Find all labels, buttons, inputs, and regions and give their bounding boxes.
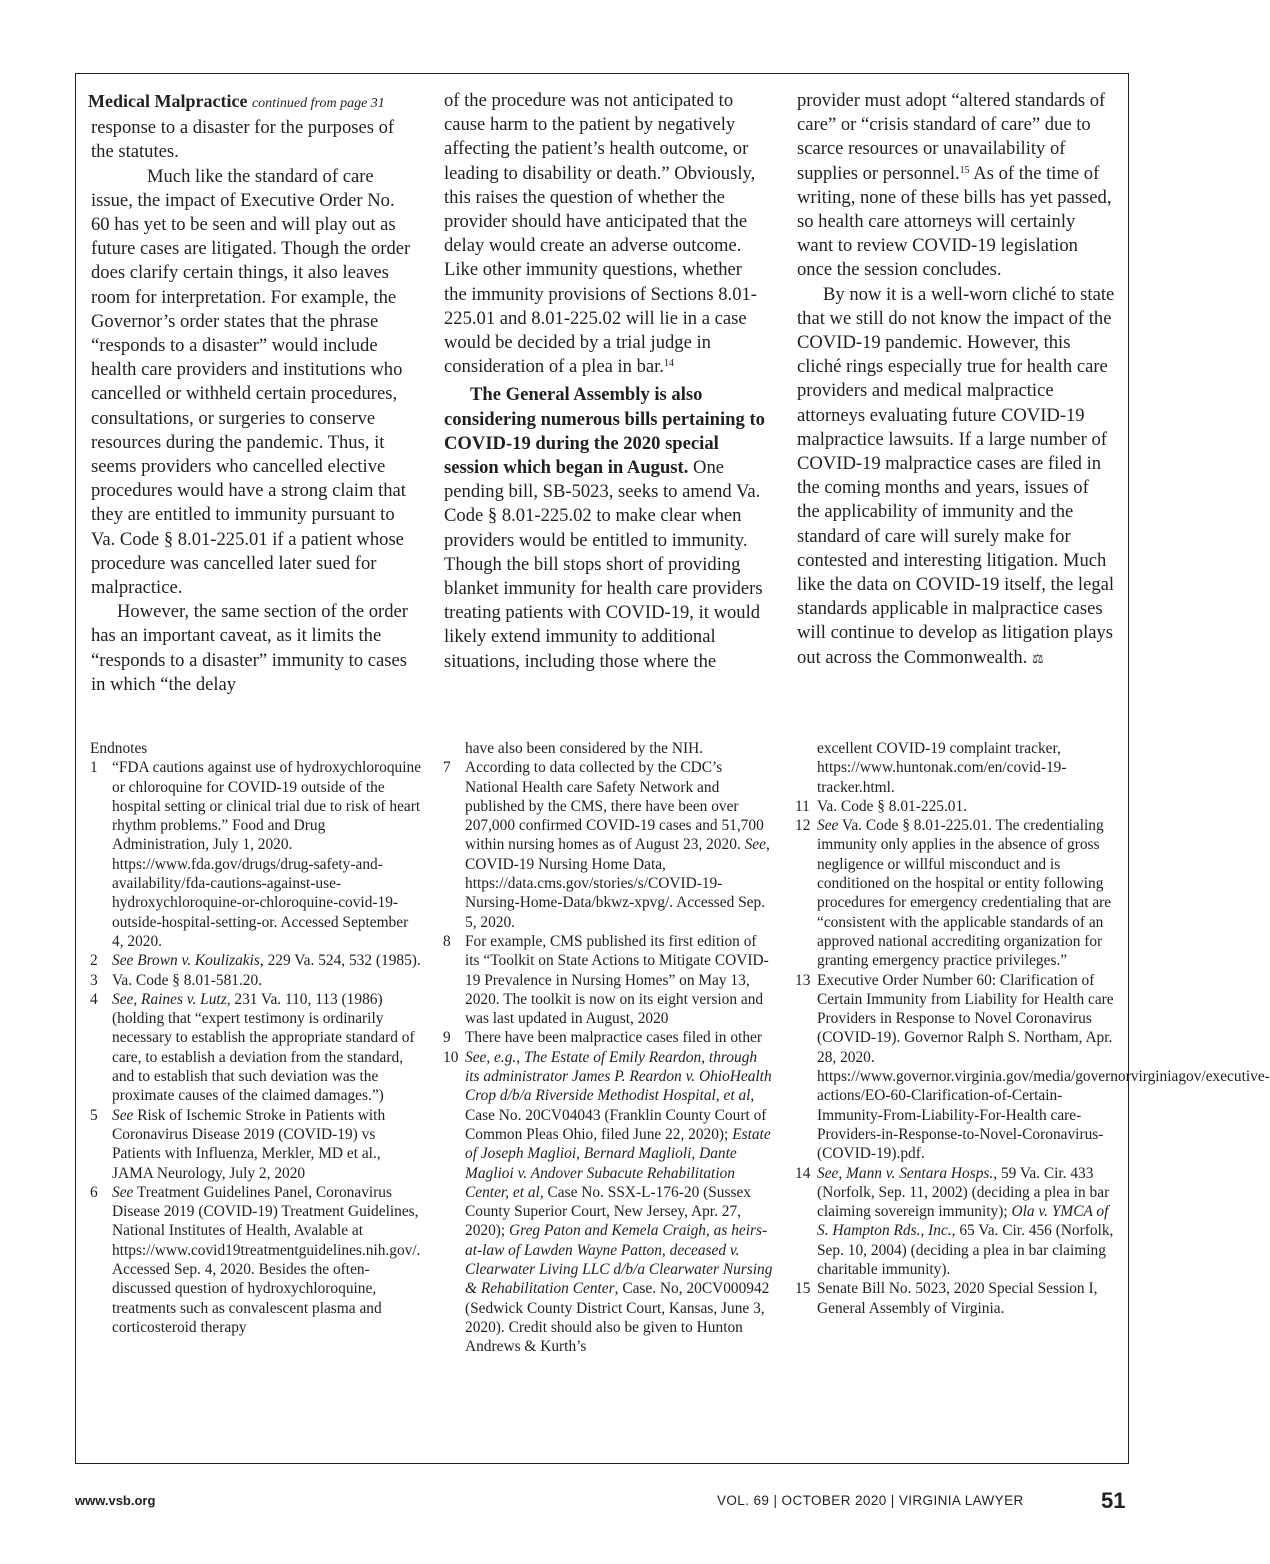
page-number: 51	[1101, 1488, 1126, 1513]
endnote: 4 See, Raines v. Lutz, 231 Va. 110, 113 (1986) (holding that “expert testimony is ordinarily necessary to establish the appropriate standard of care, to establish a deviation from the standard, and to establish that such deviation was the proximate causes of the claimed damages.”)	[90, 990, 415, 1105]
paragraph: of the procedure was not anticipated to cause harm to the patient by negatively affecting the patient’s health outcome, or leading to disability or death.” Obviously, this raises the question of whether the provider should have anticipated that the delay would create an adverse outcome. Like other immunity questions, whether the immunity provisions of Sections 8.01-225.01 and 8.01-225.02 will lie in a case would be decided by a trial judge in consideration of a plea in bar.$^{14}$	[444, 90, 757, 378]
endnote: 12 See Va. Code § 8.01-225.01. The credentialing immunity only applies in the absence of gross negligence or willful misconduct and is conditioned on the hospital or entity following procedures for emergency credentialing that are “consistent with the applicable standards of an approved national accrediting organization for granting emergency practice privileges.”	[795, 817, 1112, 970]
footer-masthead: VOL. 69 | OCTOBER 2020 | VIRGINIA LAWYER	[717, 1493, 1024, 1508]
footer-url[interactable]: www.vsb.org	[75, 1493, 156, 1508]
bold-lead: The General Assembly is also considering numerous bills pertaining to COVID-19 during the 2020 special session which began in August.	[444, 384, 765, 479]
endnote: 14 See, Mann v. Sentara Hosps., 59 Va. Cir. 433 (Norfolk, Sep. 11, 2002) (deciding a plea in bar claiming sovereign immunity); Ola v. YMCA of S. Hampton Rds., Inc., 65 Va. Cir. 456 (Norfolk, Sep. 10, 2004) (deciding a plea in bar claiming charitable immunity).	[795, 1164, 1114, 1279]
scales-of-justice-icon: ⚖	[1031, 650, 1044, 666]
endnotes-column-1	[90, 739, 422, 1337]
continued-note: continued from page 31	[251, 96, 385, 111]
article-column-2	[444, 89, 766, 674]
endnote-continuation: excellent COVID-19 complaint tracker, https://www.huntonak.com/en/covid-19-tracker.html.	[817, 740, 1067, 796]
endnote: 11 Va. Code § 8.01-225.01.	[795, 797, 968, 815]
paragraph: Much like the standard of care issue, the impact of Executive Order No. 60 has yet to be seen and will play out as future cases are litigated. Though the order does clarify certain things, it also leaves room for interpretation. For example, the Governor’s order states that the phrase “responds to a disaster” would include health care providers and institutions who cancelled or withheld certain procedures, consultations, or surgeries to conserve resources during the pandemic. Thus, it seems providers who cancelled elective procedures would have a strong claim that they are entitled to immunity pursuant to Va. Code § 8.01-225.01 if a patient whose procedure was cancelled later sued for malpractice.	[91, 165, 411, 599]
paragraph: response to a disaster for the purposes of the statutes.	[91, 117, 395, 163]
endnote-continuation: have also been considered by the NIH.	[465, 740, 704, 757]
endnote: 13 Executive Order Number 60: Clarification of Certain Immunity from Liability for Health care Providers in Response to Novel Coronavirus (COVID-19). Governor Ralph S. Northam, Apr. 28, 2020. https://www.governor.virginia.gov/media/governorvirginiagov/executive-actions/EO-60-Clarification-of-Certain-Immunity-From-Liability-For-Health care-Providers-in-Response-to-Novel-Coronavirus-(COVID-19).pdf.	[795, 971, 1270, 1163]
article-column-1	[88, 89, 417, 697]
paragraph: The General Assembly is also considering numerous bills pertaining to COVID-19 during the 2020 special session which began in August. One pending bill, SB-5023, seeks to amend Va. Code § 8.01-225.02 to make clear when providers would be entitled to immunity. Though the bill stops short of providing blanket immunity for health care providers treating patients with COVID-19, it would likely extend immunity to additional situations, including those where the	[444, 384, 765, 672]
paragraph: provider must adopt “altered standards of care” or “crisis standard of care” due to scarce resources or unavailability of supplies or personnel.$^{15}$ As of the time of writing, none of these bills has yet passed, so health care attorneys will certainly want to review COVID-19 legislation once the session concludes.	[797, 90, 1112, 281]
article-column-3	[797, 89, 1115, 671]
endnote: 10 See, e.g., The Estate of Emily Reardon, through its administrator James P. Reardon v. OhioHealth Crop d/b/a Riverside Methodist Hospital, et al, Case No. 20CV04043 (Franklin County Court of Common Pleas Ohio, filed June 22, 2020); Estate of Joseph Maglioi, Bernard Maglioli, Dante Maglioi v. Andover Subacute Rehabilitation Center, et al, Case No. SSX-L-176-20 (Sussex County Superior Court, New Jersey, Apr. 27, 2020); Greg Paton and Kemela Craigh, as heirs-at-law of Lawden Wayne Patton, deceased v. Clearwater Living LLC d/b/a Clearwater Nursing & Rehabilitation Center, Case. No, 20CV000942 (Sedwick County District Court, Kansas, June 3, 2020). Credit should also be given to Hunton Andrews & Kurth’s	[443, 1048, 773, 1356]
endnote: 9 There have been malpractice cases filed in other	[443, 1029, 762, 1047]
endnote: 3 Va. Code § 8.01-581.20.	[90, 971, 263, 989]
endnote: 1 “FDA cautions against use of hydroxychloroquine or chloroquine for COVID-19 outside of the hospital setting or clinical trial due to risk of heart rhythm problems.” Food and Drug Administration, July 1, 2020. https://www.fda.gov/drugs/drug-safety-and-availability/fda-cautions-against-use-hydroxychloroquine-or-chloroquine-covid-19-outside-hospital-setting-or. Accessed September 4, 2020.	[90, 759, 422, 950]
endnote: 5 See Risk of Ischemic Stroke in Patients with Coronavirus Disease 2019 (COVID-19) vs Patients with Influenza, Merkler, MD et al., JAMA Neurology, July 2, 2020	[90, 1106, 386, 1182]
endnotes-column-2	[443, 739, 773, 1357]
paragraph: However, the same section of the order has an important caveat, as it limits the “responds to a disaster” immunity to cases in which “the delay	[91, 601, 408, 695]
endnote: 8 For example, CMS published its first edition of its “Toolkit on State Actions to Mitigate COVID-19 Prevalence in Nursing Homes” on May 13, 2020. The toolkit is now on its eight version and was last updated in August, 2020	[443, 932, 769, 1028]
paragraph: By now it is a well-worn cliché to state that we still do not know the impact of the COVID-19 pandemic. However, this cliché rings especially true for health care providers and medical malpractice attorneys evaluating future COVID-19 malpractice lawsuits. If a large number of COVID-19 malpractice cases are filed in the coming months and years, issues of the applicability of immunity and the standard of care will surely make for contested and interesting litigation. Much like the data on COVID-19 itself, the legal standards applicable in malpractice cases will continue to develop as litigation plays out across the Commonwealth. ⚖	[797, 283, 1115, 668]
endnote-ref: 15	[959, 164, 970, 176]
endnote: 7 According to data collected by the CDC’s National Health care Safety Network and published by the CMS, there have been over 207,000 confirmed COVID-19 cases and 51,700 within nursing homes as of August 23, 2020. See, COVID-19 Nursing Home Data, https://data.cms.gov/stories/s/COVID-19-Nursing-Home-Data/bkwz-xpvg/. Accessed Sep. 5, 2020.	[443, 759, 770, 931]
endnote: 15 Senate Bill No. 5023, 2020 Special Session I, General Assembly of Virginia.	[795, 1280, 1098, 1317]
endnote: 6 See Treatment Guidelines Panel, Coronavirus Disease 2019 (COVID-19) Treatment Guidelines, National Institutes of Health, Avalable at https://www.covid19treatmentguidelines.nih.gov/. Accessed Sep. 4, 2020. Besides the often-discussed question of hydroxychloroquine, treatments such as convalescent plasma and corticosteroid therapy	[90, 1183, 421, 1336]
endnote-ref: 14	[663, 358, 674, 370]
endnotes-title: Endnotes	[90, 740, 148, 757]
endnotes-column-3	[795, 739, 1270, 1318]
endnote: 2 See Brown v. Koulizakis, 229 Va. 524, 532 (1985).	[90, 952, 421, 970]
article-heading: Medical Malpractice continued from page 31	[88, 91, 385, 111]
